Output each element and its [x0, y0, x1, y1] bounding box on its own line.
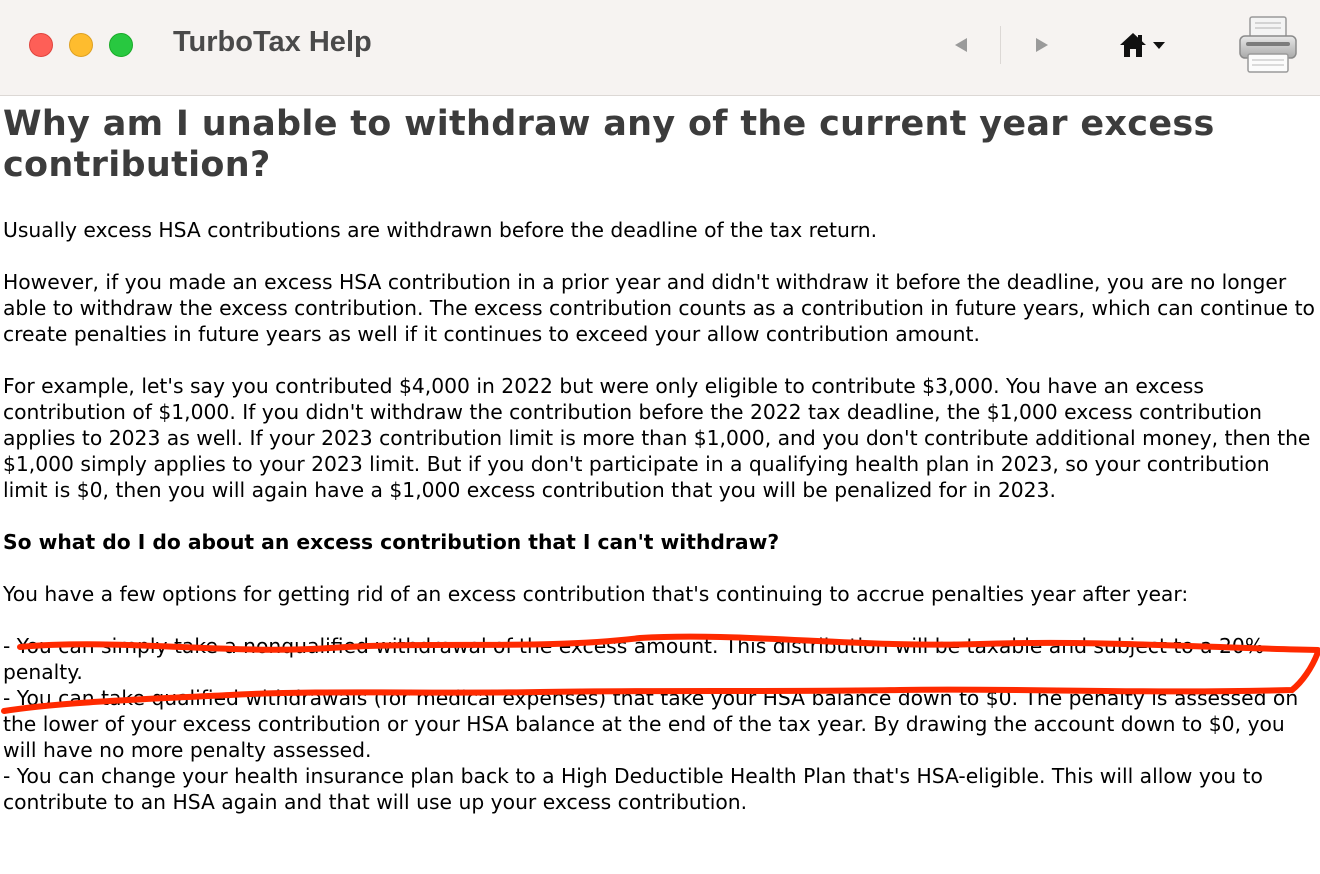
option-item: - You can change your health insurance plan back to a High Deductible Health Plan that's HSA-eligible. This will allow you to contribute to an HSA again and that will use up your excess contribution. — [3, 764, 1263, 814]
article-subheading: So what do I do about an excess contribution that I can't withdraw? — [3, 530, 780, 554]
option-item: - You can simply take a nonqualified withdrawal of the excess amount. This distribution will be taxable and subject to a 20% penalty. — [3, 634, 1265, 684]
article-title: Why am I unable to withdraw any of the current year excess contribution? — [3, 104, 1215, 185]
article-paragraph: Usually excess HSA contributions are withdrawn before the deadline of the tax return. — [3, 218, 878, 242]
help-article — [3, 104, 1315, 815]
print-button[interactable] — [1236, 14, 1300, 76]
chevron-down-icon — [1151, 39, 1167, 51]
minimize-window-button[interactable] — [69, 33, 93, 57]
article-paragraph: For example, let's say you contributed $4,000 in 2022 but were only eligible to contribute $3,000. You have an excess contribution of $1,000. If you didn't withdraw the contribution before the 2022 tax deadline, the $1,000 excess contribution applies to 2023 as well. If your 2023 contribution limit is more than $1,000, and you don't contribute additional money, then the $1,000 simply applies to your 2023 limit. But if you don't participate in a qualifying health plan in 2023, so your contribution limit is $0, then you will again have a $1,000 excess contribution that you will be penalized for in 2023. — [3, 374, 1311, 502]
forward-button[interactable] — [1027, 30, 1057, 60]
back-arrow-icon — [952, 36, 970, 54]
options-intro: You have a few options for getting rid of an excess contribution that's continuing to accrue penalties year after year: — [3, 582, 1189, 606]
article-paragraph: However, if you made an excess HSA contribution in a prior year and didn't withdraw it before the deadline, you are no longer able to withdraw the excess contribution. The excess contribution counts as a contribution in future years, which can continue to create penalties in future years as well if it continues to exceed your allow contribution amount. — [3, 270, 1315, 346]
window-titlebar — [0, 0, 1320, 96]
toolbar-divider — [1000, 26, 1001, 64]
back-button[interactable] — [946, 30, 976, 60]
close-window-button[interactable] — [29, 33, 53, 57]
option-item: - You can take qualified withdrawals (for medical expenses) that take your HSA balance down to $0. The penalty is assessed on the lower of your excess contribution or your HSA balance at the end of the tax year. By drawing the account down to $0, you will have no more penalty assessed. — [3, 686, 1299, 762]
forward-arrow-icon — [1033, 36, 1051, 54]
home-icon — [1118, 30, 1148, 60]
home-menu-button[interactable] — [1118, 27, 1178, 63]
window-title: TurboTax Help — [173, 26, 372, 58]
zoom-window-button[interactable] — [109, 33, 133, 57]
printer-icon — [1236, 14, 1300, 76]
